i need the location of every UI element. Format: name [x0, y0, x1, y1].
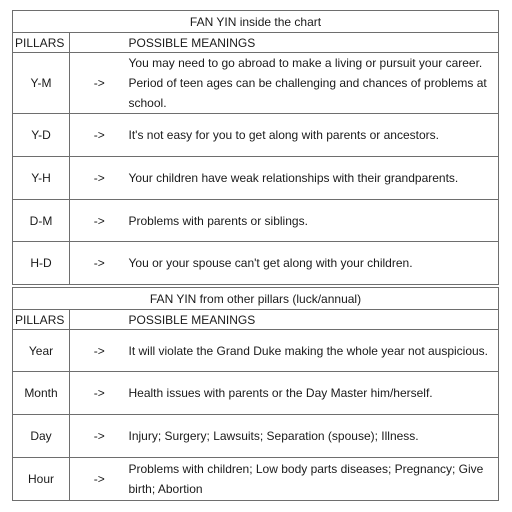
table-title: FAN YIN inside the chart	[13, 11, 499, 33]
meaning-cell: It's not easy for you to get along with parents or ancestors.	[129, 114, 499, 157]
pillar-cell: Hour	[13, 458, 70, 501]
table-header-row	[13, 33, 499, 53]
meaning-cell: Injury; Surgery; Lawsuits; Separation (spouse); Illness.	[129, 415, 499, 458]
table-row	[13, 114, 499, 157]
pillar-cell: D-M	[13, 200, 70, 242]
arrow-cell: ->	[70, 458, 129, 501]
fan-yin-other-pillars-table	[12, 287, 499, 501]
table-row	[13, 415, 499, 458]
meanings-header: POSSIBLE MEANINGS	[129, 33, 499, 53]
pillar-cell: Month	[13, 372, 70, 415]
arrow-cell: ->	[70, 330, 129, 372]
table-title-row	[13, 288, 499, 310]
header-spacer	[70, 310, 129, 330]
arrow-cell: ->	[70, 53, 129, 114]
arrow-cell: ->	[70, 114, 129, 157]
table-row	[13, 53, 499, 114]
meaning-cell: You may need to go abroad to make a living or pursuit your career. Period of teen ages can be challenging and chances of problems at school.	[129, 53, 499, 114]
table-row	[13, 330, 499, 372]
pillar-cell: Y-D	[13, 114, 70, 157]
pillar-cell: Day	[13, 415, 70, 458]
pillar-cell: Y-M	[13, 53, 70, 114]
pillars-header: PILLARS	[13, 33, 70, 53]
table-row	[13, 372, 499, 415]
pillar-cell: Y-H	[13, 157, 70, 200]
meanings-header: POSSIBLE MEANINGS	[129, 310, 499, 330]
pillars-header: PILLARS	[13, 310, 70, 330]
arrow-cell: ->	[70, 415, 129, 458]
table-row	[13, 200, 499, 242]
meaning-cell: You or your spouse can't get along with your children.	[129, 242, 499, 285]
table-row	[13, 458, 499, 501]
arrow-cell: ->	[70, 372, 129, 415]
pillar-cell: H-D	[13, 242, 70, 285]
meaning-cell: Problems with children; Low body parts diseases; Pregnancy; Give birth; Abortion	[129, 458, 499, 501]
header-spacer	[70, 33, 129, 53]
table-title: FAN YIN from other pillars (luck/annual)	[13, 288, 499, 310]
meaning-cell: Problems with parents or siblings.	[129, 200, 499, 242]
meaning-cell: Health issues with parents or the Day Master him/herself.	[129, 372, 499, 415]
arrow-cell: ->	[70, 200, 129, 242]
table-row	[13, 157, 499, 200]
table-header-row	[13, 310, 499, 330]
table-title-row	[13, 11, 499, 33]
pillar-cell: Year	[13, 330, 70, 372]
arrow-cell: ->	[70, 242, 129, 285]
meaning-cell: Your children have weak relationships with their grandparents.	[129, 157, 499, 200]
arrow-cell: ->	[70, 157, 129, 200]
fan-yin-chart-table	[12, 10, 499, 285]
table-row	[13, 242, 499, 285]
meaning-cell: It will violate the Grand Duke making the whole year not auspicious.	[129, 330, 499, 372]
